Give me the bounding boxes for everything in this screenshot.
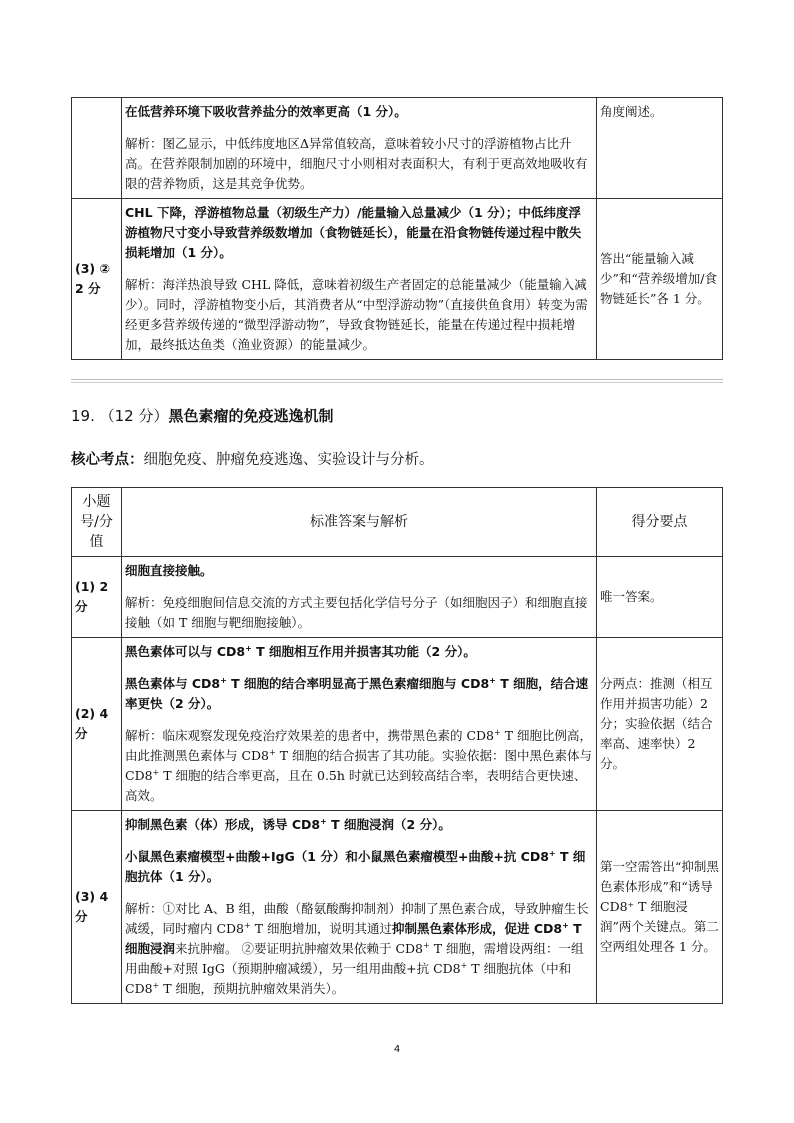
- standard-answer: 小鼠黑色素瘤模型+曲酸+IgG（1 分）和小鼠黑色素瘤模型+曲酸+抗 CD8+ T 细胞抗体（1 分）。: [125, 848, 586, 884]
- answer-cell: [122, 811, 597, 1004]
- answer-cell: [122, 557, 597, 638]
- section-divider: [71, 382, 723, 383]
- table-row: [72, 811, 723, 1004]
- header-points: 得分要点: [597, 488, 723, 557]
- answer-table-q19: [71, 487, 723, 1004]
- standard-answer: 抑制黑色素（体）形成，诱导 CD8+ T 细胞浸润（2 分）。: [125, 816, 451, 832]
- analysis-text: 解析：临床观察发现免疫治疗效果差的患者中，携带黑色素的 CD8+ T 细胞比例高，由此推测黑色素体与 CD8+ T 细胞的结合损害了其功能。实验依据：图中黑色素体与 CD8+ T 细胞的结合率更高，且在 0.5h 时就已达到较高结合率，表明结合更快速、高效。: [125, 727, 593, 803]
- table-row: [72, 199, 723, 360]
- row-label: [72, 98, 122, 199]
- table-row: [72, 557, 723, 638]
- row-label: (3) ② 2 分: [72, 199, 122, 360]
- scoring-points: 分两点：推测（相互作用并损害功能）2 分；实验依据（结合率高、速率快）2 分。: [597, 638, 723, 811]
- core-topics: [71, 448, 434, 469]
- analysis-text: 解析：免疫细胞间信息交流的方式主要包括化学信号分子（如细胞因子）和细胞直接接触（如 T 细胞与靶细胞接触）。: [125, 595, 588, 630]
- row-label: (3) 4 分: [72, 811, 122, 1004]
- table-header-row: [72, 488, 723, 557]
- section-divider: [71, 379, 723, 380]
- scoring-points: 答出“能量输入减少”和“营养级增加/食物链延长”各 1 分。: [597, 199, 723, 360]
- question-heading: [71, 405, 334, 426]
- answer-cell: [122, 199, 597, 360]
- standard-answer: 在低营养环境下吸收营养盐分的效率更高（1 分）。: [125, 104, 407, 119]
- header-subquestion: 小题号/分值: [72, 488, 122, 557]
- analysis-text: 解析：海洋热浪导致 CHL 降低，意味着初级生产者固定的总能量减少（能量输入减少）。同时，浮游植物变小后，其消费者从“中型浮游动物”（直接供鱼食用）转变为需经更多营养级传递的“微型浮游动物”，导致食物链延长，能量在传递过程中损耗增加，最终抵达鱼类（渔业资源）的能量减少。: [125, 277, 588, 352]
- row-label: (2) 4 分: [72, 638, 122, 811]
- standard-answer: 细胞直接接触。: [125, 563, 213, 578]
- standard-answer: 黑色素体可以与 CD8+ T 细胞相互作用并损害其功能（2 分）。: [125, 643, 476, 659]
- answer-table-q18: [71, 97, 723, 360]
- standard-answer: 黑色素体与 CD8+ T 细胞的结合率明显高于黑色素瘤细胞与 CD8+ T 细胞，结合速率更快（2 分）。: [125, 675, 589, 711]
- core-text: 细胞免疫、肿瘤免疫逃逸、实验设计与分析。: [143, 452, 434, 468]
- page-number: 4: [393, 1044, 401, 1055]
- scoring-points: 唯一答案。: [597, 557, 723, 638]
- question-title: 黑色素瘤的免疫逃逸机制: [168, 407, 334, 425]
- answer-cell: [122, 98, 597, 199]
- answer-cell: [122, 638, 597, 811]
- question-score: （12 分）: [99, 407, 169, 425]
- analysis-text: 解析：图乙显示，中低纬度地区Δ异常值较高，意味着较小尺寸的浮游植物占比升高。在营养限制加剧的环境中，细胞尺寸小则相对表面积大，有利于更高效地吸收有限的营养物质，这是其竞争优势。: [125, 136, 588, 191]
- analysis-text: 解析：①对比 A、B 组，曲酸（酪氨酸酶抑制剂）抑制了黑色素合成，导致肿瘤生长减缓，同时瘤内 CD8+ T 细胞增加，说明其通过抑制黑色素体形成，促进 CD8+ T 细胞浸润来抗肿瘤。 ②要证明抗肿瘤效果依赖于 CD8+ T 细胞，需增设两组：一组用曲酸+对照 IgG（预期肿瘤减缓），另一组用曲酸+抗 CD8+ T 细胞抗体（中和 CD8+ T 细胞，预期抗肿瘤效果消失）。: [125, 901, 589, 996]
- standard-answer: CHL 下降，浮游植物总量（初级生产力）/能量输入总量减少（1 分）；中低纬度浮游植物尺寸变小导致营养级数增加（食物链延长），能量在沿食物链传递过程中散失损耗增加（1 分）。: [125, 205, 582, 260]
- header-answer: 标准答案与解析: [122, 488, 597, 557]
- question-number: 19.: [71, 407, 95, 425]
- table-row: [72, 98, 723, 199]
- scoring-points: 角度阐述。: [597, 98, 723, 199]
- scoring-points: 第一空需答出“抑制黑色素体形成”和“诱导 CD8⁺ T 细胞浸润”两个关键点。第二空两组处理各 1 分。: [597, 811, 723, 1004]
- row-label: (1) 2 分: [72, 557, 122, 638]
- core-label: 核心考点：: [71, 452, 144, 468]
- table-row: [72, 638, 723, 811]
